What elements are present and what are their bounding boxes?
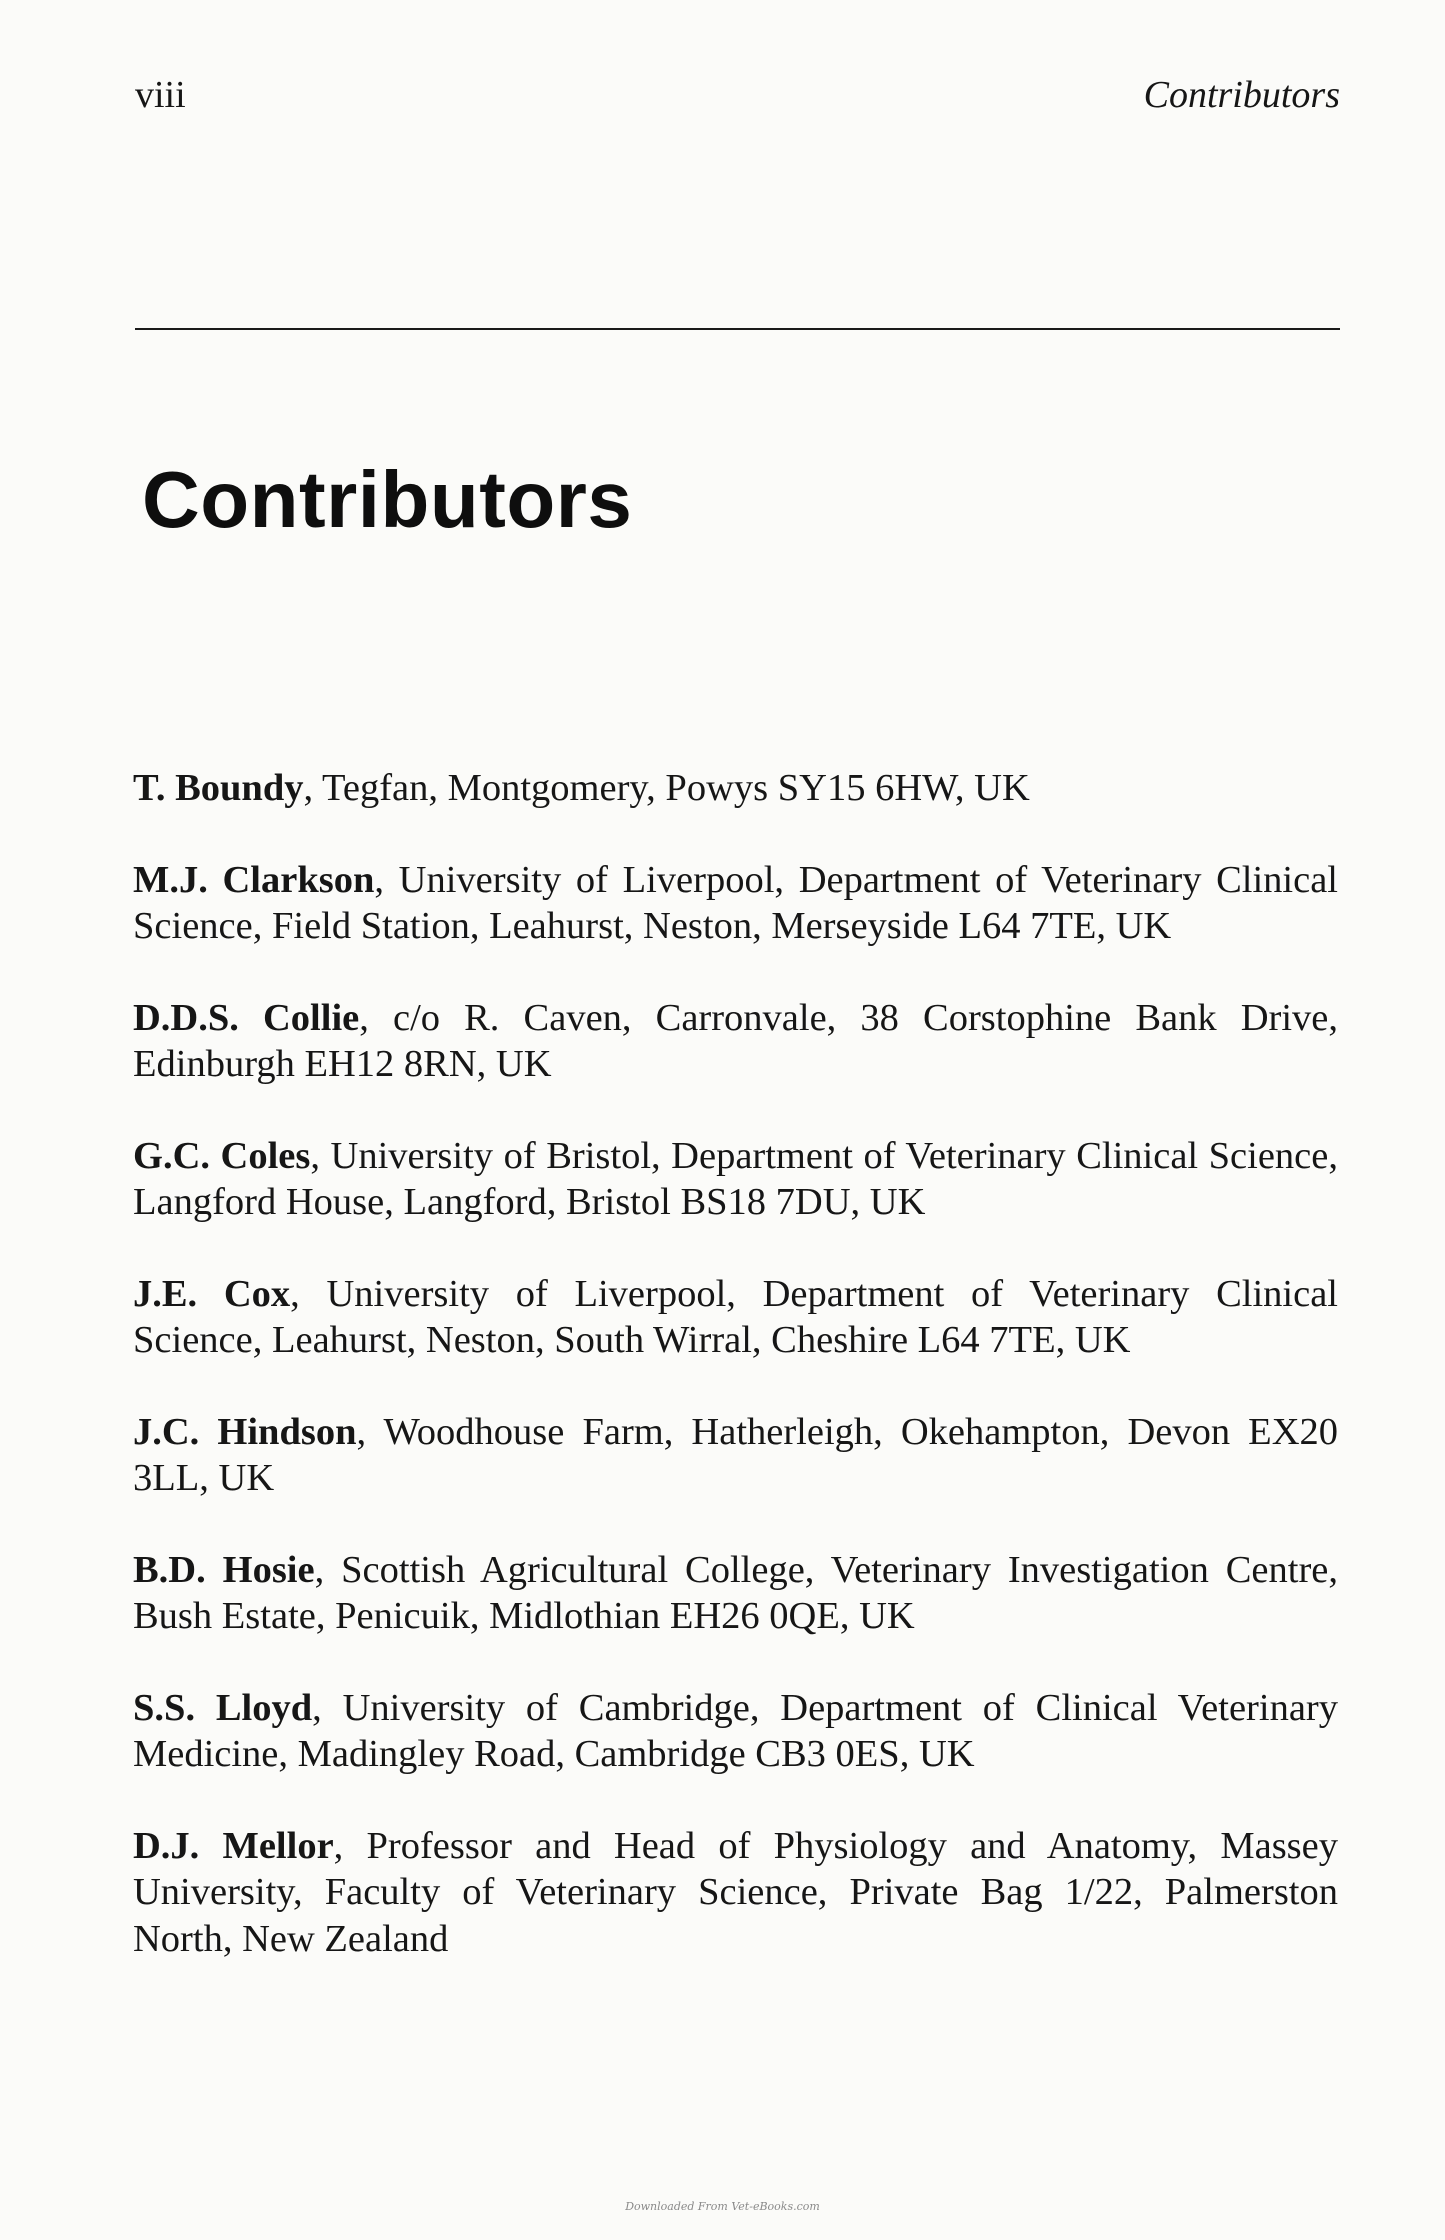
contributor-entry [133, 995, 1338, 1088]
contributor-name: D.J. Mellor [133, 1824, 334, 1867]
contributor-entry [133, 857, 1338, 950]
contributor-name: D.D.S. Collie [133, 996, 360, 1039]
contributor-name: T. Boundy [133, 767, 304, 809]
contributor-address: , Professor and Head of Physiology and Anatomy, Massey University, Faculty of Veterinary Science, Private Bag 1/22, Palmerston North, New Zealand [133, 1824, 1338, 1960]
contributor-address: , University of Cambridge, Department of Clinical Veterinary Medicine, Madingley Road, Cambridge CB3 0ES, UK [133, 1686, 1338, 1775]
contributor-address: , University of Liverpool, Department of Veterinary Clinical Science, Field Station, Leahurst, Neston, Merseyside L64 7TE, UK [133, 858, 1338, 947]
running-head [135, 70, 1340, 120]
contributor-address: , c/o R. Caven, Carronvale, 38 Corstophine Bank Drive, Edinburgh EH12 8RN, UK [133, 996, 1339, 1085]
contributor-address: , University of Bristol, Department of Veterinary Clinical Science, Langford House, Langford, Bristol BS18 7DU, UK [133, 1134, 1338, 1223]
contributor-entry [133, 1823, 1338, 1963]
contributor-name: J.C. Hindson [133, 1410, 357, 1453]
contributor-entry [133, 1133, 1338, 1226]
download-watermark: Downloaded From Vet-eBooks.com [625, 2200, 820, 2213]
contributor-entry [133, 1271, 1338, 1364]
header-rule [135, 328, 1340, 330]
contributor-name: J.E. Cox [133, 1272, 291, 1315]
contributor-name: S.S. Lloyd [133, 1686, 313, 1729]
contributor-entry [133, 765, 1338, 812]
contributor-entry [133, 1547, 1338, 1640]
contributor-address: , University of Liverpool, Department of Veterinary Clinical Science, Leahurst, Neston, South Wirral, Cheshire L64 7TE, UK [133, 1272, 1338, 1361]
contributor-entry [133, 1685, 1338, 1778]
contributor-name: B.D. Hosie [133, 1548, 315, 1591]
contributor-list [133, 765, 1338, 2007]
contributor-address: , Scottish Agricultural College, Veterinary Investigation Centre, Bush Estate, Penicuik, Midlothian EH26 0QE, UK [133, 1548, 1339, 1637]
contributor-entry [133, 1409, 1338, 1502]
contributor-name: M.J. Clarkson [133, 858, 375, 901]
contributor-address: , Tegfan, Montgomery, Powys SY15 6HW, UK [303, 767, 1030, 809]
contributor-address: , Woodhouse Farm, Hatherleigh, Okehampton, Devon EX20 3LL, UK [133, 1410, 1338, 1499]
running-title: Contributors [1143, 74, 1340, 116]
page-number: viii [135, 74, 186, 116]
chapter-title: Contributors [142, 455, 633, 544]
contributor-name: G.C. Coles [133, 1134, 311, 1177]
